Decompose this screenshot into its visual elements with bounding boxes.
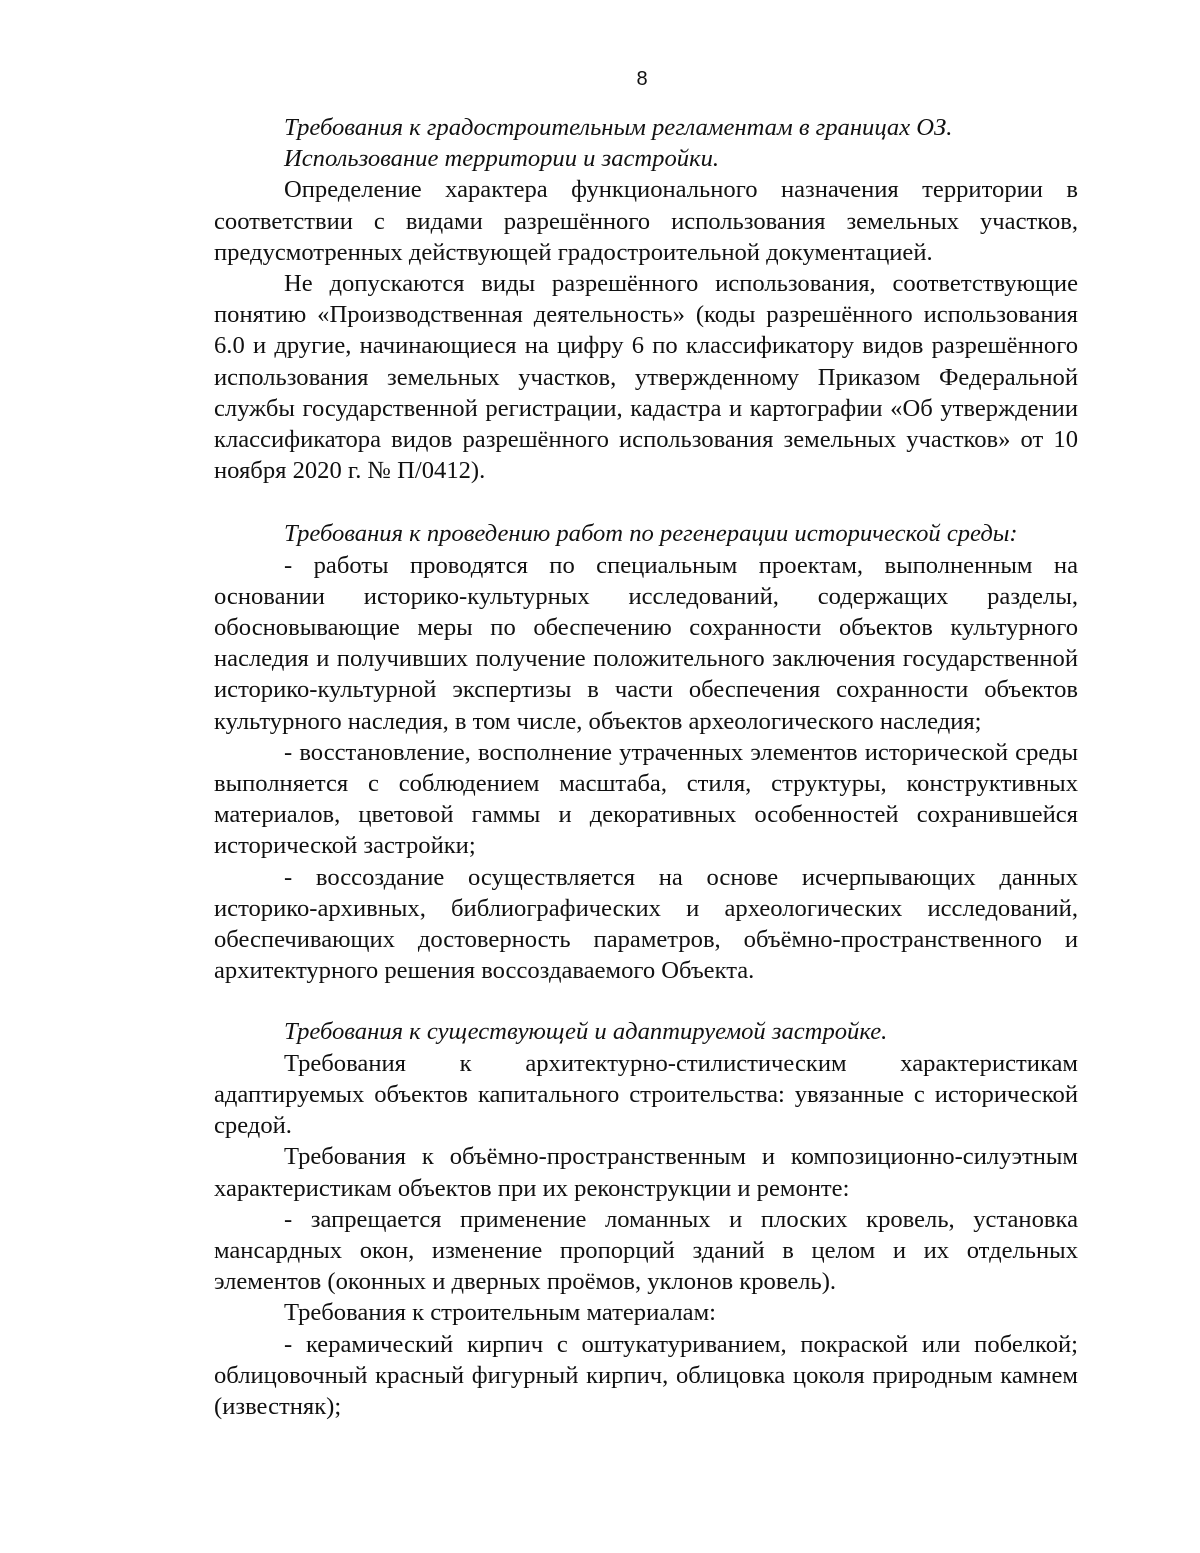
section-heading-urban-regulations: Требования к градостроительным регламентам в границах ОЗ. <box>284 114 953 141</box>
section-heading-existing-buildings: Требования к существующей и адаптируемой застройке. <box>284 1018 888 1046</box>
paragraph-spatial-requirements: Требования к объёмно-пространственным и композиционно-силуэтным характеристикам объектов при их реконструкции и ремонте: <box>214 1143 1078 1202</box>
section-heading-regeneration: Требования к проведению работ по регенерации исторической среды: <box>284 520 1018 548</box>
list-item-brick-materials: - керамический кирпич с оштукатуриванием, покраской или побелкой; облицовочный красный фигурный кирпич, облицовка цоколя природным камнем (известняк); <box>214 1330 1078 1420</box>
paragraph-functional-purpose: Определение характера функционального назначения территории в соответствии с видами разрешённого использования земельных участков, предусмотренных действующей градостроительной документацией. <box>214 176 1078 266</box>
paragraph-architectural-style: Требования к архитектурно-стилистическим характеристикам адаптируемых объектов капитального строительства: увязанные с исторической средой. <box>214 1049 1078 1140</box>
list-item-reconstruction: - воссоздание осуществляется на основе исчерпывающих данных историко-архивных, библиографических и археологических исследований, обеспечивающих достоверность параметров, объёмно-пространственного и архитектурного решения воссоздаваемого Объекта. <box>214 863 1078 985</box>
list-item-special-projects: - работы проводятся по специальным проектам, выполненным на основании историко-культурных исследований, содержащих разделы, обосновывающие меры по обеспечению сохранности объектов культурного наследия и получивших получение положительного заключения государственной историко-культурной экспертизы в части обеспечения сохранности объектов культурного наследия, в том числе, объектов археологического наследия; <box>214 551 1078 735</box>
document-body <box>214 112 1078 1422</box>
section-spacer <box>214 986 1078 1016</box>
paragraph-building-materials: Требования к строительным материалам: <box>284 1299 716 1327</box>
section-spacer <box>214 486 1078 518</box>
list-item-roof-prohibition: - запрещается применение ломанных и плоских кровель, установка мансардных окон, изменение пропорций зданий в целом и их отдельных элементов (оконных и дверных проёмов, уклонов кровель). <box>214 1205 1078 1296</box>
page-number: 8 <box>636 68 648 90</box>
list-item-restoration: - восстановление, восполнение утраченных элементов исторической среды выполняется с соблюдением масштаба, стиля, структуры, конструктивных материалов, цветовой гаммы и декоративных особенностей сохранившейся исторической застройки; <box>214 738 1078 860</box>
paragraph-prohibited-uses: Не допускаются виды разрешённого использования, соответствующие понятию «Производственная деятельность» (коды разрешённого использования 6.0 и другие, начинающиеся на цифру 6 по классификатору видов разрешённого использования земельных участков, утвержденному Приказом Федеральной службы государственной регистрации, кадастра и картографии «Об утверждении классификатора видов разрешённого использования земельных участков» от 10 ноября 2020 г. № П/0412). <box>214 270 1078 485</box>
section-subheading-territory-use: Использование территории и застройки. <box>284 145 720 173</box>
